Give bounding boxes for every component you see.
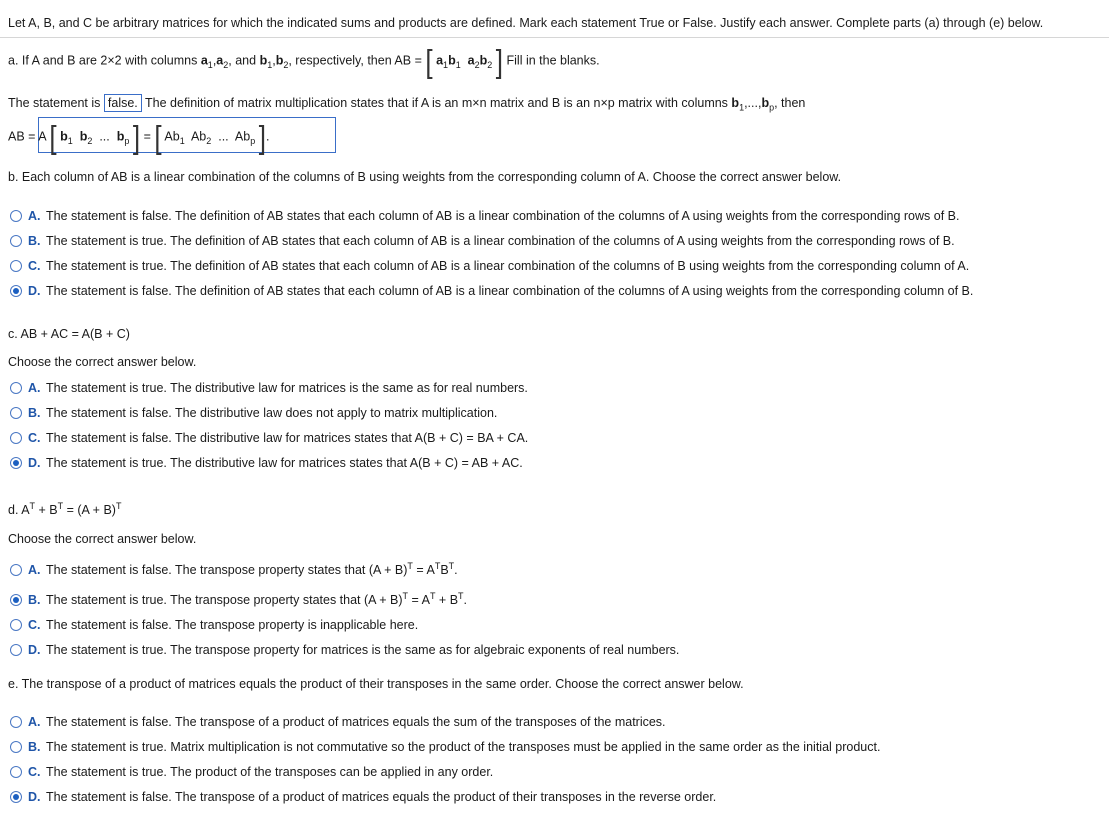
option-text-part: The statement is false. The transpose property states that (A + B) [46, 563, 408, 578]
radio-button[interactable] [10, 741, 22, 753]
part-c-option-c[interactable] [10, 431, 528, 445]
part-e-prompt: e. The transpose of a product of matrices equals the product of their transposes in the same order. Choose the correct answer below. [8, 677, 744, 691]
left-bracket: [ [154, 118, 162, 156]
option-text [46, 561, 458, 577]
option-letter: C. [28, 259, 41, 273]
comma: , [212, 53, 217, 68]
option-text: The statement is true. The transpose property for matrices is the same as for algebraic exponents of real numbers. [46, 643, 680, 657]
option-letter: D. [28, 643, 41, 657]
part-b-option-c[interactable] [10, 259, 969, 273]
vec-bp: b [761, 96, 770, 110]
radio-button[interactable] [10, 407, 22, 419]
part-b-option-a[interactable] [10, 209, 959, 223]
vec-a1: a [200, 53, 208, 68]
part-d-choose: Choose the correct answer below. [8, 532, 197, 546]
comma: , [272, 53, 276, 68]
period: . [265, 129, 270, 144]
option-letter: B. [28, 406, 41, 420]
part-d-option-c[interactable] [10, 618, 418, 632]
matrix-b2-sub: 2 [87, 135, 93, 146]
option-letter: D. [28, 284, 41, 298]
option-letter: A. [28, 715, 41, 729]
option-letter: C. [28, 765, 41, 779]
matrix-b1: b [60, 129, 68, 144]
vec-b1-sub: 1 [267, 59, 273, 70]
part-e-option-d[interactable] [10, 790, 716, 804]
matrix-cell-a2-sub: 2 [474, 59, 480, 70]
vec-b1: b [259, 53, 268, 68]
option-text: The statement is false. The transpose property is inapplicable here. [46, 618, 419, 632]
right-bracket: ] [132, 118, 141, 156]
vec-a2: a [216, 53, 224, 68]
transpose-sup: T [434, 561, 441, 571]
option-text: The statement is false. The transpose of a product of matrices equals the product of their transposes in the reverse order. [46, 790, 717, 804]
option-text-part: = A [408, 593, 430, 608]
matrix-bp-sub: p [124, 135, 130, 146]
radio-button[interactable] [10, 432, 22, 444]
part-a-prompt [8, 42, 600, 80]
radio-button-selected[interactable] [10, 285, 22, 297]
transpose-sup: T [458, 591, 464, 601]
part-a-equation [8, 118, 270, 156]
option-letter: A. [28, 209, 41, 223]
statement-definition-text: The definition of matrix multiplication states that if A is an m×n matrix and B is an n×p matrix with columns [145, 96, 728, 110]
vec-b1-sub: 1 [739, 102, 745, 113]
part-a-statement [8, 94, 805, 113]
option-text-part: + B [435, 593, 459, 608]
matrix-cell-b1: b [448, 53, 456, 68]
matrix-b1-sub: 1 [67, 135, 73, 146]
ab-equals: AB = [8, 129, 36, 144]
radio-button[interactable] [10, 766, 22, 778]
matrix-b2: b [79, 129, 88, 144]
radio-button-selected[interactable] [10, 594, 22, 606]
part-a-prompt-text: a. If A and B are 2×2 with columns [8, 53, 198, 68]
option-text [46, 591, 467, 607]
right-bracket: ] [258, 118, 266, 156]
instructions-text: Let A, B, and C be arbitrary matrices for which the indicated sums and products are defined. Mark each statement True or False. Justify each answer. Complete parts (a) through (e) below. [8, 16, 1044, 30]
result-ab1: Ab [164, 129, 180, 144]
then-text: , then [774, 96, 806, 110]
radio-button[interactable] [10, 716, 22, 728]
option-letter: A. [28, 381, 41, 395]
matrix-cell-b2: b [479, 53, 488, 68]
part-d-prompt-b: + B [35, 503, 58, 518]
matrix-dots: ... [99, 129, 110, 144]
part-d-prompt-c: = (A + B) [63, 503, 116, 518]
part-c-option-b[interactable] [10, 406, 497, 420]
part-e-option-b[interactable] [10, 740, 880, 754]
option-text-part: The statement is true. The transpose property states that (A + B) [46, 593, 403, 608]
option-text: The statement is true. The distributive law for matrices states that A(B + C) = AB + AC. [46, 456, 523, 470]
transpose-sup: T [115, 501, 122, 511]
option-text: The statement is true. The definition of AB states that each column of AB is a linear combination of the columns of B using weights from the corresponding column of A. [46, 259, 970, 273]
part-e-option-c[interactable] [10, 765, 493, 779]
vec-b1: b [731, 96, 740, 110]
option-text-part: = A [412, 563, 435, 578]
part-d-prompt [8, 501, 121, 517]
option-text: The statement is false. The definition of AB states that each column of AB is a linear combination of the columns of A using weights from the corresponding column of B. [46, 284, 974, 298]
option-letter: D. [28, 456, 41, 470]
option-letter: B. [28, 234, 41, 248]
matrix-cell-b2-sub: 2 [487, 59, 493, 70]
equals-sign: = [143, 129, 151, 144]
header-divider [0, 37, 1109, 38]
vec-bp-sub: p [769, 102, 775, 113]
left-bracket: [ [425, 42, 433, 80]
part-c-prompt: c. AB + AC = A(B + C) [8, 327, 130, 341]
matrix-bp: b [116, 129, 125, 144]
matrix-cell-a1-sub: 1 [443, 59, 449, 70]
part-b-option-b[interactable] [10, 234, 955, 248]
result-ab2: Ab [190, 129, 207, 144]
right-bracket: ] [495, 42, 504, 80]
statement-prefix: The statement is [8, 96, 101, 110]
radio-button[interactable] [10, 564, 22, 576]
option-text: The statement is false. The distributive law does not apply to matrix multiplication. [46, 406, 498, 420]
radio-button[interactable] [10, 210, 22, 222]
transpose-sup: T [57, 501, 64, 511]
option-text-part: . [463, 593, 468, 608]
result-abp: Ab [234, 129, 251, 144]
ellipsis: ,..., [744, 96, 762, 110]
part-c-option-d[interactable] [10, 456, 523, 470]
option-text: The statement is true. Matrix multiplication is not commutative so the product of the transposes must be applied in the same order as the initial product. [46, 740, 881, 754]
result-ab2-sub: 2 [206, 135, 212, 146]
part-b-prompt: b. Each column of AB is a linear combination of the columns of B using weights from the corresponding column of A. Choose the correct answer below. [8, 170, 842, 184]
result-dots: ... [218, 129, 229, 144]
result-abp-sub: p [250, 135, 256, 146]
transpose-sup: T [402, 591, 409, 601]
part-c-option-a[interactable] [10, 381, 528, 395]
part-c-choose: Choose the correct answer below. [8, 355, 197, 369]
part-a-prompt-text-2: , respectively, then AB = [288, 53, 422, 68]
matrix-cell-a1: a [436, 53, 444, 68]
part-d-option-b[interactable] [10, 591, 467, 607]
option-text: The statement is false. The transpose of a product of matrices equals the sum of the transposes of the matrices. [46, 715, 666, 729]
vec-b2-sub: 2 [283, 59, 289, 70]
option-letter: C. [28, 431, 41, 445]
option-text: The statement is true. The definition of AB states that each column of AB is a linear combination of the columns of A using weights from the corresponding rows of B. [46, 234, 955, 248]
option-text: The statement is true. The distributive law for matrices is the same as for real numbers. [46, 381, 528, 395]
radio-button-selected[interactable] [10, 791, 22, 803]
radio-button[interactable] [10, 619, 22, 631]
left-bracket: [ [49, 118, 57, 156]
part-d-option-d[interactable] [10, 643, 679, 657]
option-letter: D. [28, 790, 41, 804]
answer-a-value: A [38, 129, 46, 144]
radio-button-selected[interactable] [10, 457, 22, 469]
option-text: The statement is false. The distributive law for matrices states that A(B + C) = BA + CA. [46, 431, 529, 445]
transpose-sup: T [448, 561, 455, 571]
radio-button[interactable] [10, 235, 22, 247]
radio-button[interactable] [10, 644, 22, 656]
option-text: The statement is false. The definition of AB states that each column of AB is a linear combination of the columns of A using weights from the corresponding rows of B. [46, 209, 960, 223]
matrix-cell-a2: a [467, 53, 475, 68]
option-letter: A. [28, 563, 41, 578]
option-letter: B. [28, 740, 41, 754]
vec-a1-sub: 1 [207, 59, 213, 70]
part-b-option-d[interactable] [10, 284, 973, 298]
option-letter: B. [28, 593, 41, 608]
matrix-cell-b1-sub: 1 [455, 59, 461, 70]
radio-button[interactable] [10, 382, 22, 394]
vec-a2-sub: 2 [223, 59, 229, 70]
transpose-sup: T [29, 501, 36, 511]
part-d-prompt-a: d. A [8, 503, 30, 518]
answer-box-true-false[interactable]: false. [104, 94, 142, 112]
result-ab1-sub: 1 [179, 135, 185, 146]
option-text-part: B [440, 563, 449, 578]
vec-b2: b [275, 53, 284, 68]
and-text: , and [228, 53, 257, 68]
option-letter: C. [28, 618, 41, 632]
part-d-option-a[interactable] [10, 561, 458, 577]
part-e-option-a[interactable] [10, 715, 666, 729]
transpose-sup: T [429, 591, 436, 601]
option-text-part: . [454, 563, 458, 578]
transpose-sup: T [407, 561, 413, 571]
option-text: The statement is true. The product of the transposes can be applied in any order. [46, 765, 494, 779]
radio-button[interactable] [10, 260, 22, 272]
fill-in-blanks-text: Fill in the blanks. [506, 53, 600, 68]
